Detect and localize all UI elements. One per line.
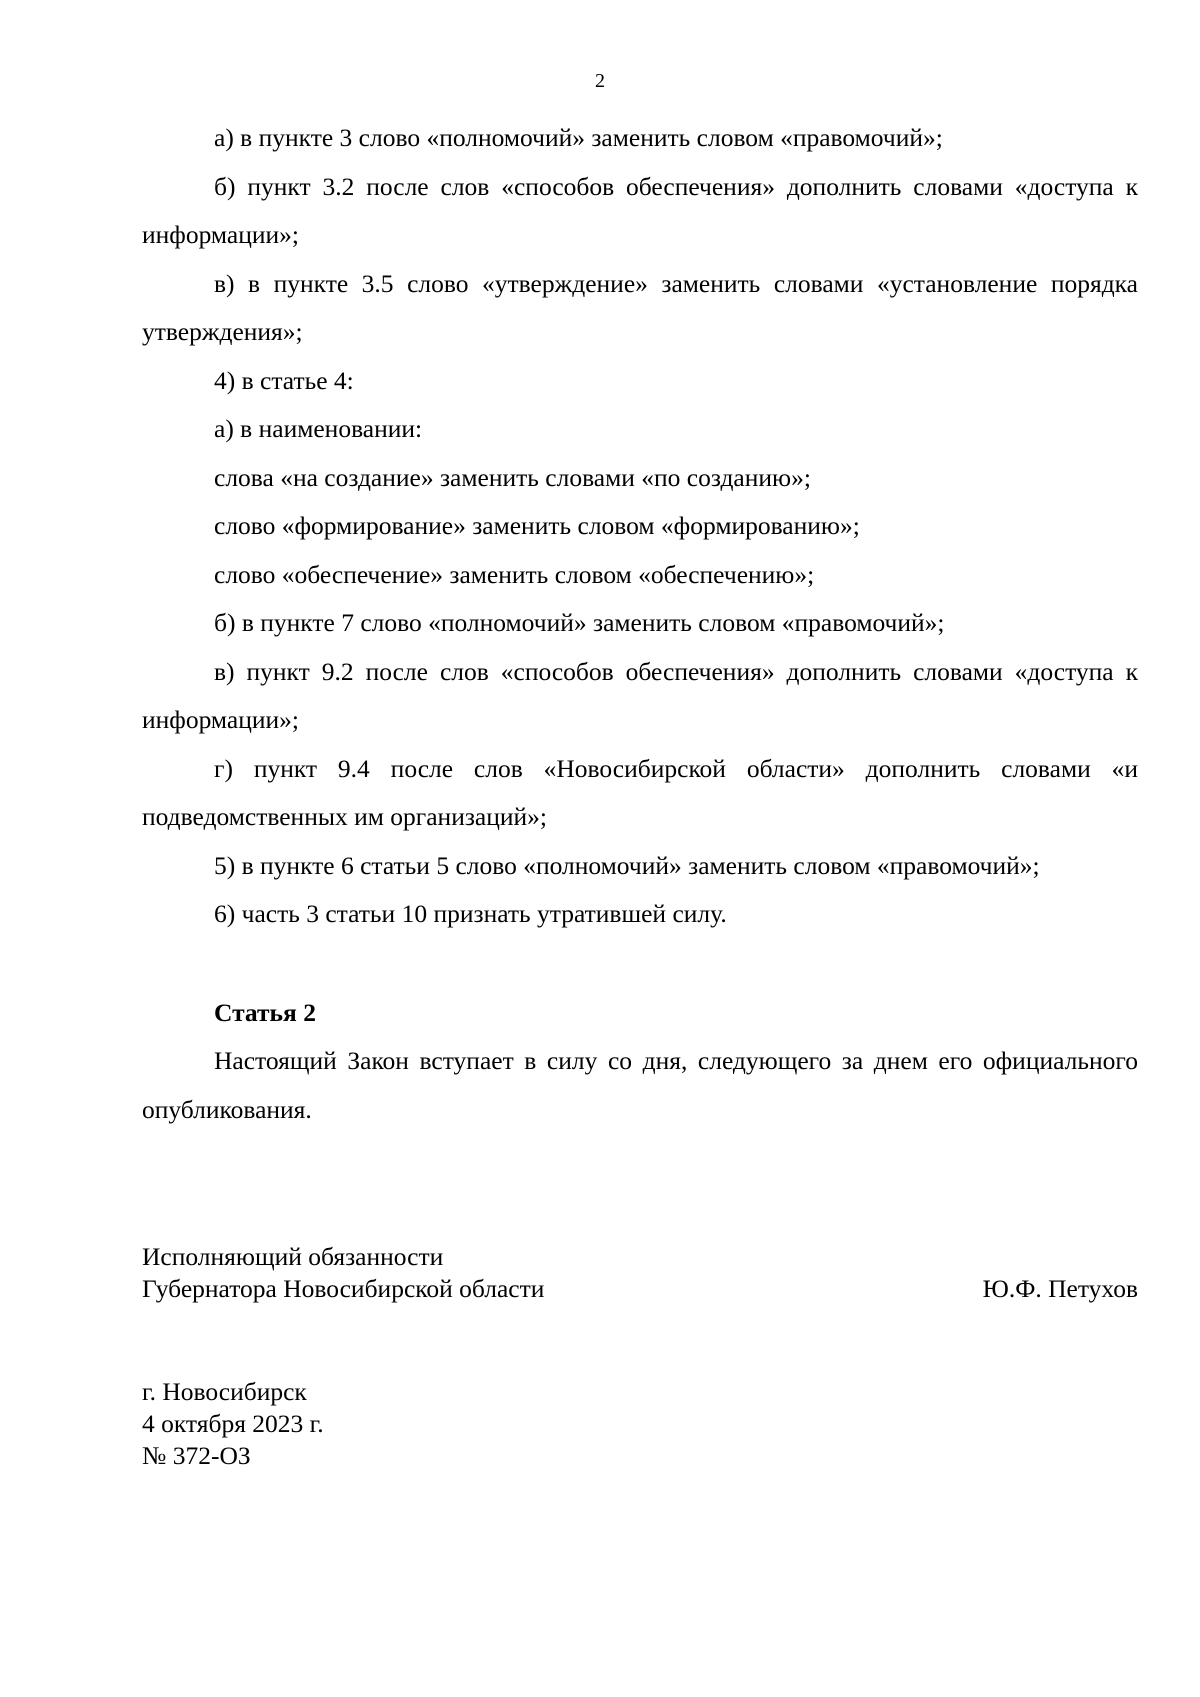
issue-city: г. Новосибирск [142,1377,307,1406]
article-2-text: Настоящий Закон вступает в силу со дня, следующего за днем его официального опубликования. [142,1046,1138,1124]
paragraph-7: слово «формирование» заменить словом «формированию»; [214,511,860,540]
law-number: № 372-ОЗ [142,1441,251,1470]
signatory-title-line-2: Губернатора Новосибирской области [142,1274,545,1303]
issue-details [142,1376,324,1472]
signature-block [142,1241,1138,1305]
paragraph-10: в) пункт 9.2 после слов «способов обеспечения» дополнить словами «доступа к информации»; [142,656,1138,734]
paragraph-2: б) пункт 3.2 после слов «способов обеспечения» дополнить словами «доступа к информации»; [142,171,1138,249]
paragraph-3: в) в пункте 3.5 слово «утверждение» заменить словами «установление порядка утверждения»; [142,268,1138,346]
article-2-heading: Статья 2 [214,997,316,1027]
signature-row [142,1273,1138,1305]
signatory-title-line-1: Исполняющий обязанности [142,1242,444,1271]
paragraph-9: б) в пункте 7 слово «полномочий» заменить словом «правомочий»; [214,608,945,637]
paragraph-5: а) в наименовании: [214,414,423,443]
page-number: 2 [595,70,605,92]
paragraph-6: слова «на создание» заменить словами «по созданию»; [214,462,811,492]
paragraph-8: слово «обеспечение» заменить словом «обеспечению»; [214,559,815,589]
issue-date: 4 октября 2023 г. [142,1409,324,1438]
paragraph-4: 4) в статье 4: [214,365,354,395]
paragraph-13: 6) часть 3 статьи 10 признать утратившей силу. [214,899,727,928]
paragraph-1: а) в пункте 3 слово «полномочий» заменить словом «правомочий»; [214,123,943,152]
signatory-name: Ю.Ф. Петухов [982,1274,1138,1303]
paragraph-11: г) пункт 9.4 после слов «Новосибирской области» дополнить словами «и подведомственных им организаций»; [142,753,1138,831]
document-body [142,114,1138,1134]
paragraph-12: 5) в пункте 6 статьи 5 слово «полномочий» заменить словом «правомочий»; [214,850,1040,880]
